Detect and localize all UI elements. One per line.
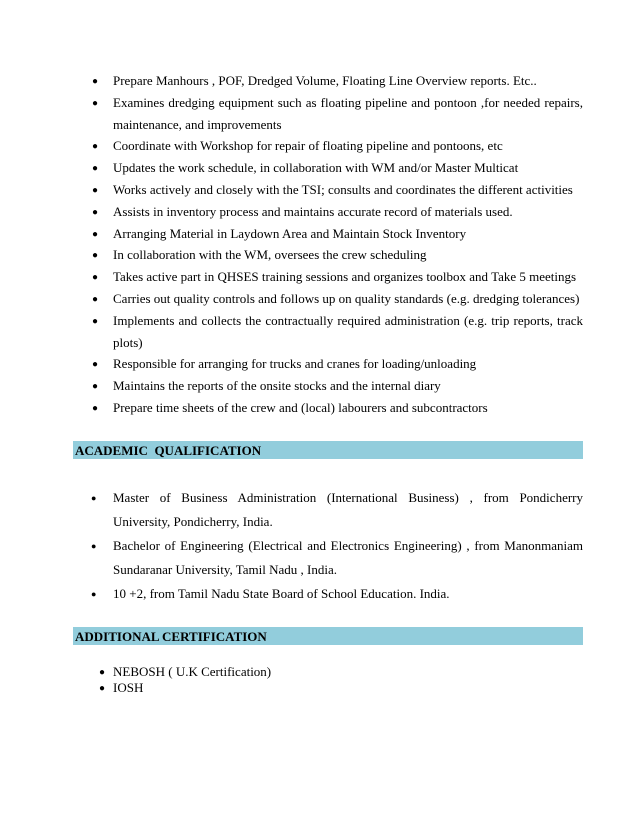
list-item	[0, 664, 638, 680]
list-item	[0, 70, 583, 92]
duty-text: Maintains the reports of the onsite stocks and the internal diary	[113, 378, 441, 394]
duties-list	[0, 70, 638, 419]
duty-text: Assists in inventory process and maintains accurate record of materials used.	[113, 203, 513, 219]
bullet-dot-icon: ●	[92, 184, 99, 196]
additional-certification-heading: ADDITIONAL CERTIFICATION	[73, 627, 583, 645]
duty-text: Updates the work schedule, in collaboration with WM and/or Master Multicat	[113, 160, 519, 176]
bullet-dot-icon: ●	[92, 272, 99, 284]
bullet-dot-icon: ●	[92, 206, 99, 218]
certification-text: IOSH	[113, 680, 144, 695]
certification-list	[0, 664, 638, 696]
bullet-dot-icon: ●	[92, 228, 99, 240]
bullet-dot-icon: ●	[99, 667, 106, 678]
duty-text: In collaboration with the WM, oversees the crew scheduling	[113, 247, 427, 263]
qualification-text: Bachelor of Engineering (Electrical and Electronics Engineering) , from Manonmaniam Sundaranar University, Tamil Nadu , India.	[113, 538, 583, 577]
list-item	[0, 266, 583, 288]
bullet-dot-icon: ●	[92, 250, 99, 262]
academic-qualification-heading: ACADEMIC QUALIFICATION	[73, 441, 583, 459]
list-item	[0, 397, 583, 419]
bullet-dot-icon: ●	[92, 381, 99, 393]
list-item	[0, 92, 583, 136]
list-item	[0, 244, 583, 266]
bullet-dot-icon: ●	[92, 293, 99, 305]
list-item	[0, 288, 583, 310]
duty-text: Implements and collects the contractually required administration (e.g. trip reports, track plots)	[113, 312, 583, 350]
duty-text: Responsible for arranging for trucks and cranes for loading/unloading	[113, 356, 477, 372]
academic-list	[0, 486, 638, 606]
bullet-dot-icon: ●	[92, 97, 99, 109]
list-item	[0, 179, 583, 201]
list-item	[0, 223, 583, 245]
list-item	[0, 534, 583, 582]
bullet-dot-icon: ●	[91, 541, 97, 551]
bullet-dot-icon: ●	[92, 315, 99, 327]
duty-text: Prepare time sheets of the crew and (local) labourers and subcontractors	[113, 399, 488, 415]
duty-text: Arranging Material in Laydown Area and Maintain Stock Inventory	[113, 225, 467, 241]
certification-text: NEBOSH ( U.K Certification)	[113, 664, 272, 679]
duty-text: Works actively and closely with the TSI; consults and coordinates the different activities	[113, 181, 573, 197]
list-item	[0, 353, 583, 375]
bullet-dot-icon: ●	[92, 402, 99, 414]
duty-text: Prepare Manhours , POF, Dredged Volume, Floating Line Overview reports. Etc..	[113, 73, 537, 88]
list-item	[0, 310, 583, 354]
list-item	[0, 135, 583, 157]
list-item	[0, 201, 583, 223]
list-item	[0, 486, 583, 534]
list-item	[0, 157, 583, 179]
qualification-text: 10 +2, from Tamil Nadu State Board of School Education. India.	[113, 586, 450, 601]
bullet-dot-icon: ●	[92, 141, 99, 153]
bullet-dot-icon: ●	[92, 76, 99, 87]
bullet-dot-icon: ●	[91, 589, 97, 599]
duty-text: Takes active part in QHSES training sessions and organizes toolbox and Take 5 meetings	[113, 269, 577, 285]
bullet-dot-icon: ●	[99, 683, 106, 694]
bullet-dot-icon: ●	[92, 359, 99, 371]
qualification-text: Master of Business Administration (International Business) , from Pondicherry University, Pondicherry, India.	[113, 490, 583, 529]
list-item	[0, 375, 583, 397]
bullet-dot-icon: ●	[92, 163, 99, 175]
duty-text: Carries out quality controls and follows up on quality standards (e.g. dredging tolerances)	[113, 290, 580, 306]
list-item	[0, 582, 583, 606]
list-item	[0, 680, 638, 696]
duty-text: Coordinate with Workshop for repair of floating pipeline and pontoons, etc	[113, 138, 503, 154]
bullet-dot-icon: ●	[91, 493, 97, 503]
duty-text: Examines dredging equipment such as floating pipeline and pontoon ,for needed repairs, maintenance, and improvements	[113, 94, 583, 132]
